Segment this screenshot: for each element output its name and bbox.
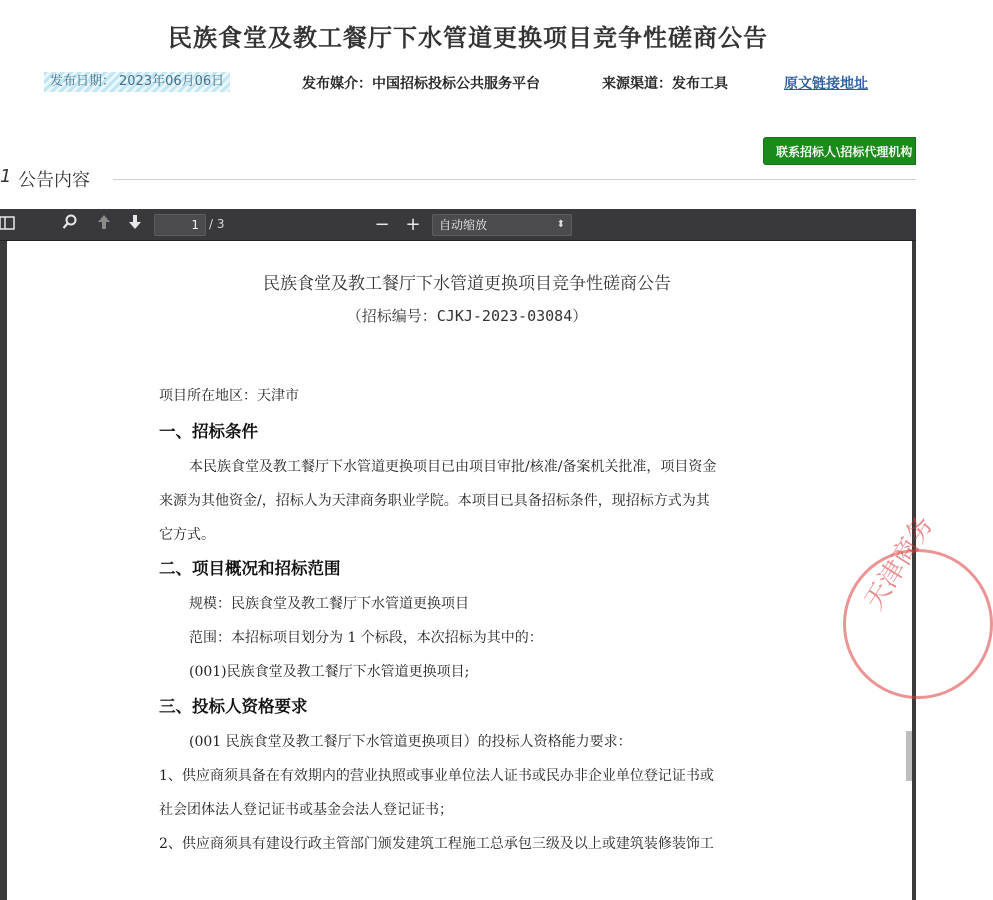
source-channel: 来源渠道：发布工具	[602, 76, 728, 92]
zoom-out-button[interactable]: −	[374, 214, 390, 235]
section-divider	[113, 179, 916, 180]
requirement-intro: (001 民族食堂及教工餐厅下水管道更换项目）的投标人资格能力要求：	[189, 734, 632, 750]
document-code: （招标编号：CJKJ-2023-03084）	[346, 307, 588, 325]
stamp-text: 天津商务	[859, 510, 940, 616]
paragraph-line: 来源为其他资金/，招标人为天津商务职业学院。本项目已具备招标条件，现招标方式为其	[159, 493, 710, 509]
project-lot: (001)民族食堂及教工餐厅下水管道更换项目;	[189, 664, 470, 680]
official-seal-stamp	[843, 510, 993, 699]
publish-date-label: 发布日期：	[50, 74, 116, 89]
publish-date	[44, 72, 230, 92]
zoom-select-value: 自动缩放	[439, 218, 488, 232]
requirement-line: 社会团体法人登记证书或基金会法人登记证书；	[159, 802, 453, 818]
page-title: 民族食堂及教工餐厅下水管道更换项目竞争性磋商公告	[168, 24, 768, 52]
paragraph-line: 它方式。	[159, 527, 215, 543]
scrollbar[interactable]	[906, 731, 912, 781]
paragraph-line: 本民族食堂及教工餐厅下水管道更换项目已由项目审批/核准/备案机关批准，项目资金	[189, 459, 717, 475]
zoom-in-button[interactable]: +	[405, 214, 421, 235]
project-scope: 范围：本招标项目划分为 1 个标段，本次招标为其中的：	[189, 630, 543, 646]
requirement-line: 2、供应商须具有建设行政主管部门颁发建筑工程施工总承包三级及以上或建筑装修装饰工	[159, 836, 714, 852]
contact-tenderer-button[interactable]: 联系招标人\招标代理机构	[763, 137, 916, 165]
original-link[interactable]: 原文链接地址	[784, 76, 868, 92]
project-region: 项目所在地区：天津市	[159, 388, 299, 404]
sidebar-toggle-icon[interactable]	[0, 213, 20, 237]
search-icon[interactable]	[57, 213, 83, 237]
chevron-updown-icon: ⬍	[556, 219, 565, 230]
requirement-line: 1、供应商须具备在有效期内的营业执照或事业单位法人证书或民办非企业单位登记证书或	[159, 768, 714, 784]
project-scale: 规模：民族食堂及教工餐厅下水管道更换项目	[189, 596, 469, 612]
section-heading	[0, 166, 916, 190]
document-title: 民族食堂及教工餐厅下水管道更换项目竞争性磋商公告	[263, 274, 671, 294]
pdf-page	[7, 241, 940, 900]
heading-bidder-qualifications: 三、投标人资格要求	[159, 697, 308, 716]
next-page-icon[interactable]	[122, 213, 148, 237]
section-number: 1	[0, 166, 12, 187]
heading-project-overview: 二、项目概况和招标范围	[159, 559, 341, 578]
zoom-select[interactable]	[432, 214, 572, 236]
publish-media: 发布媒介：中国招标投标公共服务平台	[302, 76, 540, 92]
heading-tender-conditions: 一、招标条件	[159, 422, 258, 441]
section-label: 公告内容	[18, 170, 90, 191]
page-total: / 3	[209, 217, 225, 231]
pdf-viewer	[0, 209, 940, 900]
previous-page-icon[interactable]	[91, 213, 117, 237]
publish-date-value: 2023年06月06日	[119, 74, 225, 89]
meta-row	[0, 72, 916, 94]
page-number-input[interactable]: 1	[154, 214, 206, 236]
pdf-toolbar	[0, 209, 916, 241]
